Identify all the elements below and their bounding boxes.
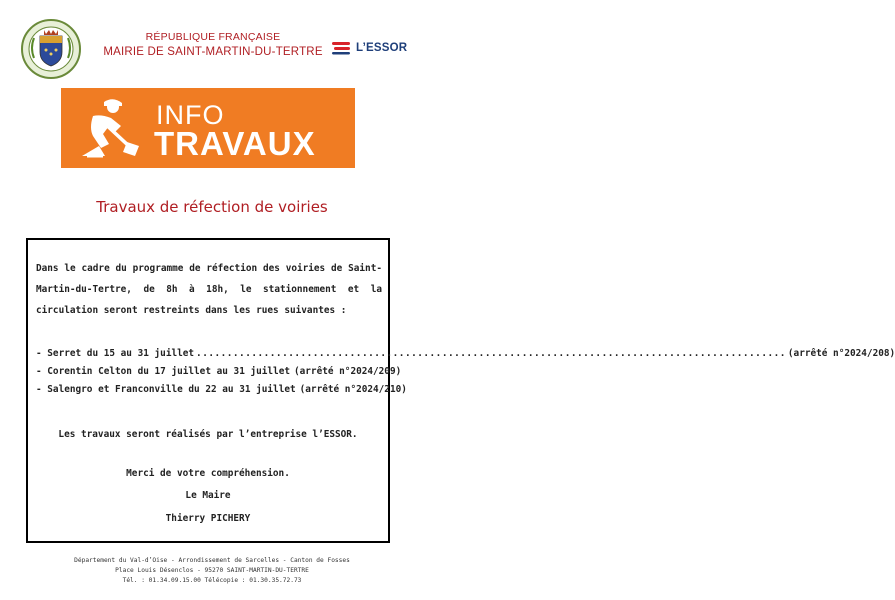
arrete-ref: (arrêté n°2024/209) xyxy=(294,366,402,377)
town-seal-logo xyxy=(20,18,82,80)
arrete-street: - Serret du 15 au 31 juillet xyxy=(36,348,195,359)
dot-leader xyxy=(196,345,786,363)
arrete-item xyxy=(36,381,407,399)
essor-logo-text: L’ESSOR xyxy=(356,42,408,54)
footer-line-address: Place Louis Désenclos - 95270 SAINT-MARTIN-DU-TERTRE xyxy=(115,567,309,574)
arrete-ref: (arrêté n°2024/208) xyxy=(787,348,895,359)
footer-line-phone: Tél. : 01.34.09.15.00 Télécopie : 01.30.35.72.73 xyxy=(122,577,302,584)
contractor-note: Les travaux seront réalisés par l’entreprise l’ESSOR. xyxy=(58,429,358,440)
footer-line-department: Département du Val-d’Oise - Arrondissement de Sarcelles - Canton de Fosses xyxy=(74,557,350,564)
essor-logo xyxy=(332,38,410,58)
mairie-label: MAIRIE DE SAINT-MARTIN-DU-TERTRE xyxy=(103,46,323,58)
banner-title-info: INFO xyxy=(156,100,225,130)
notice-intro: Dans le cadre du programme de réfection des voiries de Saint-Martin-du-Tertre, de 8h à 18h, le stationnement et la circulation seront restreints dans les rues suivantes : xyxy=(36,263,382,316)
arrete-street: - Salengro et Franconville du 22 au 31 juillet xyxy=(36,384,296,395)
arrete-ref: (arrêté n°2024/210) xyxy=(299,384,407,395)
signatory-title: Le Maire xyxy=(185,490,231,501)
signatory-name: Thierry PICHERY xyxy=(165,513,251,524)
arrete-item xyxy=(36,363,402,381)
republique-label: RÉPUBLIQUE FRANÇAISE xyxy=(145,31,281,43)
thanks-note: Merci de votre compréhension. xyxy=(126,468,290,479)
worker-digging-icon xyxy=(79,98,143,158)
info-travaux-banner xyxy=(61,88,355,168)
footer-address xyxy=(0,556,424,586)
essor-waves-icon xyxy=(332,41,352,55)
arrete-street: - Corentin Celton du 17 juillet au 31 juillet xyxy=(36,366,290,377)
arretes-list xyxy=(36,345,895,399)
notice-box xyxy=(26,238,895,543)
banner-title-travaux: TRAVAUX xyxy=(154,125,316,162)
arrete-item xyxy=(36,345,895,363)
notice-subtitle: Travaux de réfection de voiries xyxy=(96,198,328,216)
mairie-header xyxy=(88,30,338,60)
